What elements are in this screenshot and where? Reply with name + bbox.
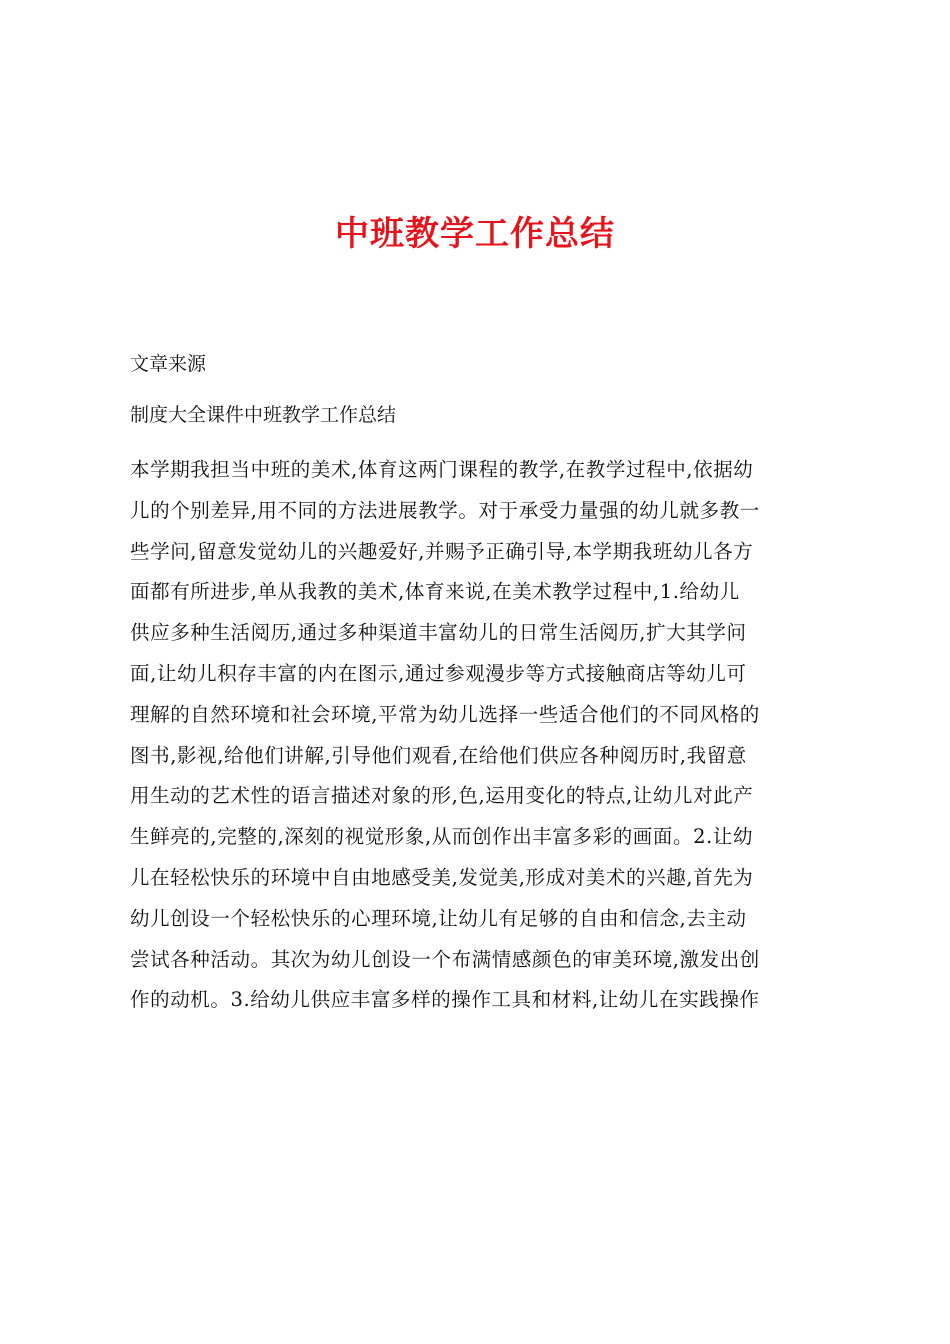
body-line: 用生动的艺术性的语言描述对象的形,色,运用变化的特点,让幼儿对此产 [130, 784, 754, 808]
body-line: 幼儿创设一个轻松快乐的心理环境,让幼儿有足够的自由和信念,去主动 [130, 906, 747, 930]
body-paragraph [130, 450, 832, 1021]
body-line: 儿的个别差异,用不同的方法进展教学。对于承受力量强的幼儿就多教一 [130, 498, 760, 522]
body-line: 供应多种生活阅历,通过多种渠道丰富幼儿的日常生活阅历,扩大其学问 [130, 621, 747, 645]
body-line: 本学期我担当中班的美术,体育这两门课程的教学,在教学过程中,依据幼 [130, 458, 754, 481]
body-line: 面都有所进步,单从我教的美术,体育来说,在美术教学过程中,1.给幼儿 [130, 580, 740, 604]
body-line: 面,让幼儿积存丰富的内在图示,通过参观漫步等方式接触商店等幼儿可 [130, 661, 747, 685]
body-line: 儿在轻松快乐的环境中自由地感受美,发觉美,形成对美术的兴趣,首先为 [130, 865, 754, 889]
body-line: 些学问,留意发觉幼儿的兴趣爱好,并赐予正确引导,本学期我班幼儿各方 [130, 539, 754, 563]
document-subtitle: 制度大全课件中班教学工作总结 [130, 404, 397, 426]
body-line: 生鲜亮的,完整的,深刻的视觉形象,从而创作出丰富多彩的画面。2.让幼 [130, 825, 754, 849]
body-line: 尝试各种活动。其次为幼儿创设一个布满情感颜色的审美环境,激发出创 [130, 947, 760, 971]
body-line: 作的动机。3.给幼儿供应丰富多样的操作工具和材料,让幼儿在实践操作 [130, 988, 760, 1012]
source-label: 文章来源 [130, 353, 207, 375]
body-line: 理解的自然环境和社会环境,平常为幼儿选择一些适合他们的不同风格的 [130, 702, 760, 726]
body-line: 图书,影视,给他们讲解,引导他们观看,在给他们供应各种阅历时,我留意 [130, 743, 747, 767]
document-title: 中班教学工作总结 [335, 214, 615, 254]
